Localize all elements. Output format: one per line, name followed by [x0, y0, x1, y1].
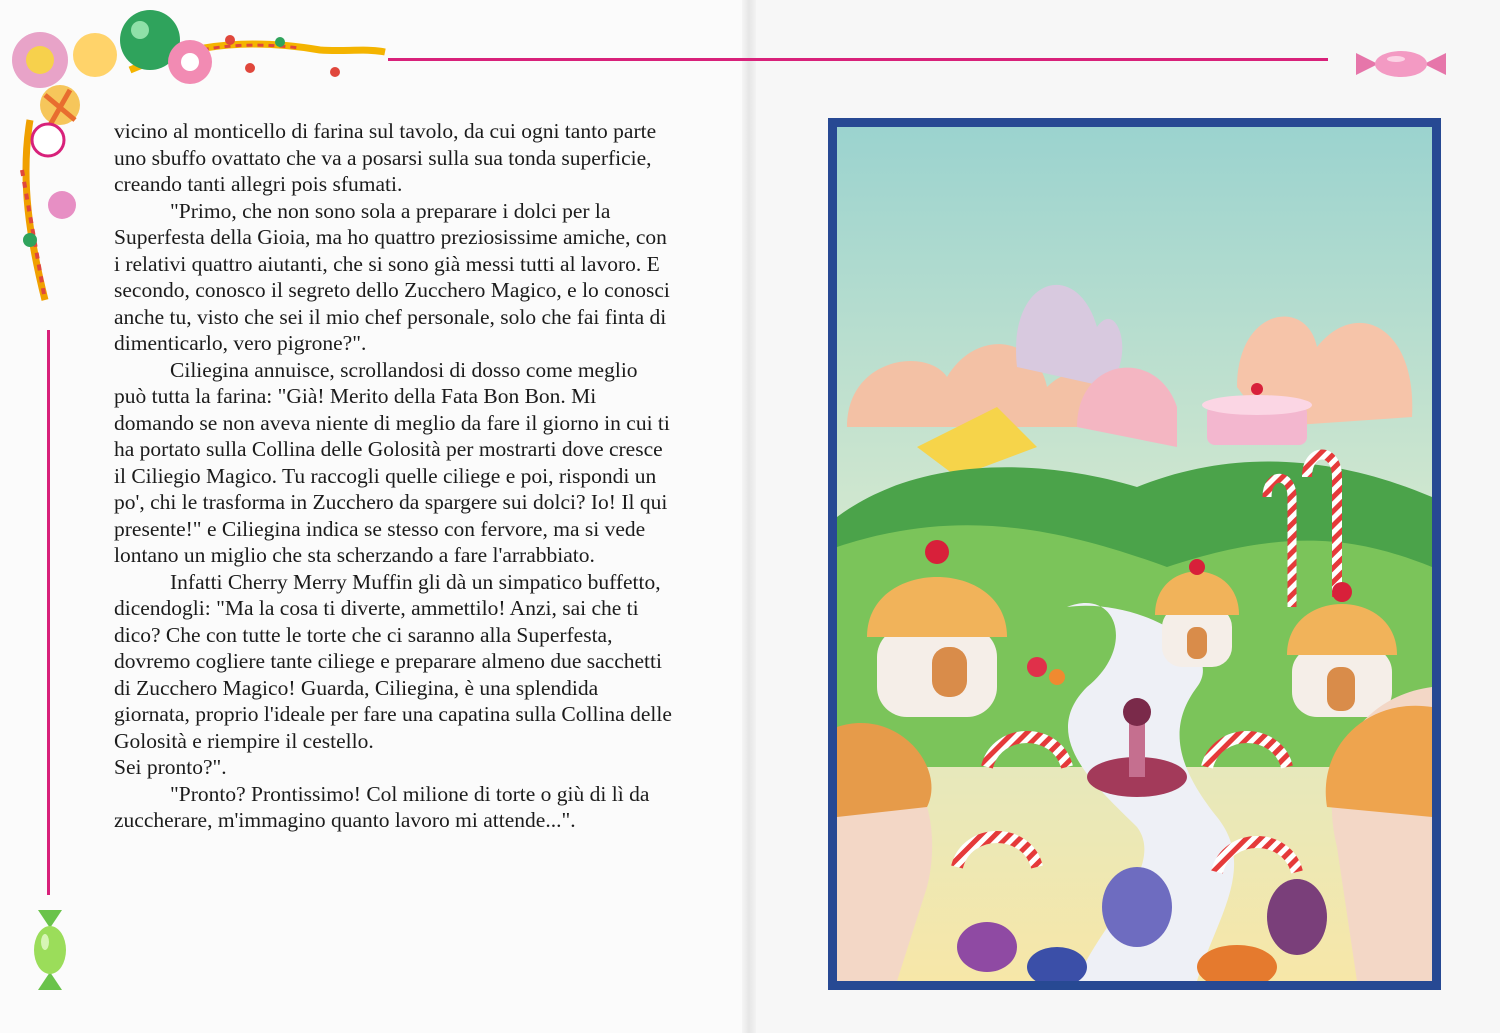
story-paragraph-4: Infatti Cherry Merry Muffin gli dà un simpatico buffetto, dicendogli: "Ma la cosa ti diverte, ammettilo! Anzi, sai che ti dico? Che con tutte le torte che ci saranno alla Superfesta, dovremo cogliere tante ciliege e preparare almeno due sacchetti di Zucchero Magico! Guarda, Ciliegina, è una splendida giornata, proprio l'ideale per fare una capatina sulla Collina delle Golosità e riempire il cestello.: [114, 569, 672, 753]
story-paragraph-6: "Pronto? Prontissimo! Col milione di torte o giù di lì da zuccherare, m'immagino quanto lavoro mi attende...".: [114, 781, 650, 832]
story-text: [114, 118, 674, 834]
side-decorative-rule: [47, 330, 50, 895]
book-gutter: [742, 0, 756, 1033]
top-decorative-rule: [388, 58, 1328, 61]
illustration-frame: [828, 118, 1441, 990]
green-candy-icon: [30, 910, 70, 990]
story-paragraph-3: Ciliegina annuisce, scrollandosi di dosso come meglio può tutta la farina: "Già! Merito della Fata Bon Bon. Mi domando se non aveva niente di meglio da fare il giorno in cui ti ha portato sulla Collina delle Golosità per mostrarti dove cresce il Ciliegio Magico. Tu raccogli quelle ciliege e poi, rispondi un po', chi le trasforma in Zucchero da spargere sui dolci? Io! Il qui presente!" e Ciliegina indica se stesso con fervore, ma si vede lontano un miglio che sta scherzando a fare l'arrabbiato.: [114, 357, 670, 567]
story-paragraph-2: "Primo, che non sono sola a preparare i dolci per la Superfesta della Gioia, ma ho quattro preziosissime amiche, con i relativi quattro aiutanti, che si sono già messi tutti al lavoro. E secondo, conosco il segreto dello Zucchero Magico, e lo conosci anche tu, visto che sei il mio chef personale, solo che fai finta di dimenticarlo, vero pigrone?".: [114, 198, 670, 355]
candy-land-village-illustration: [837, 127, 1432, 981]
wrapped-candy-icon: [1356, 47, 1446, 81]
story-paragraph-5: Sei pronto?".: [114, 755, 227, 779]
story-paragraph-1: vicino al monticello di farina sul tavolo, da cui ogni tanto parte uno sbuffo ovattato che va a posarsi sulla sua tonda superficie, creando tanti allegri pois sfumati.: [114, 119, 657, 196]
